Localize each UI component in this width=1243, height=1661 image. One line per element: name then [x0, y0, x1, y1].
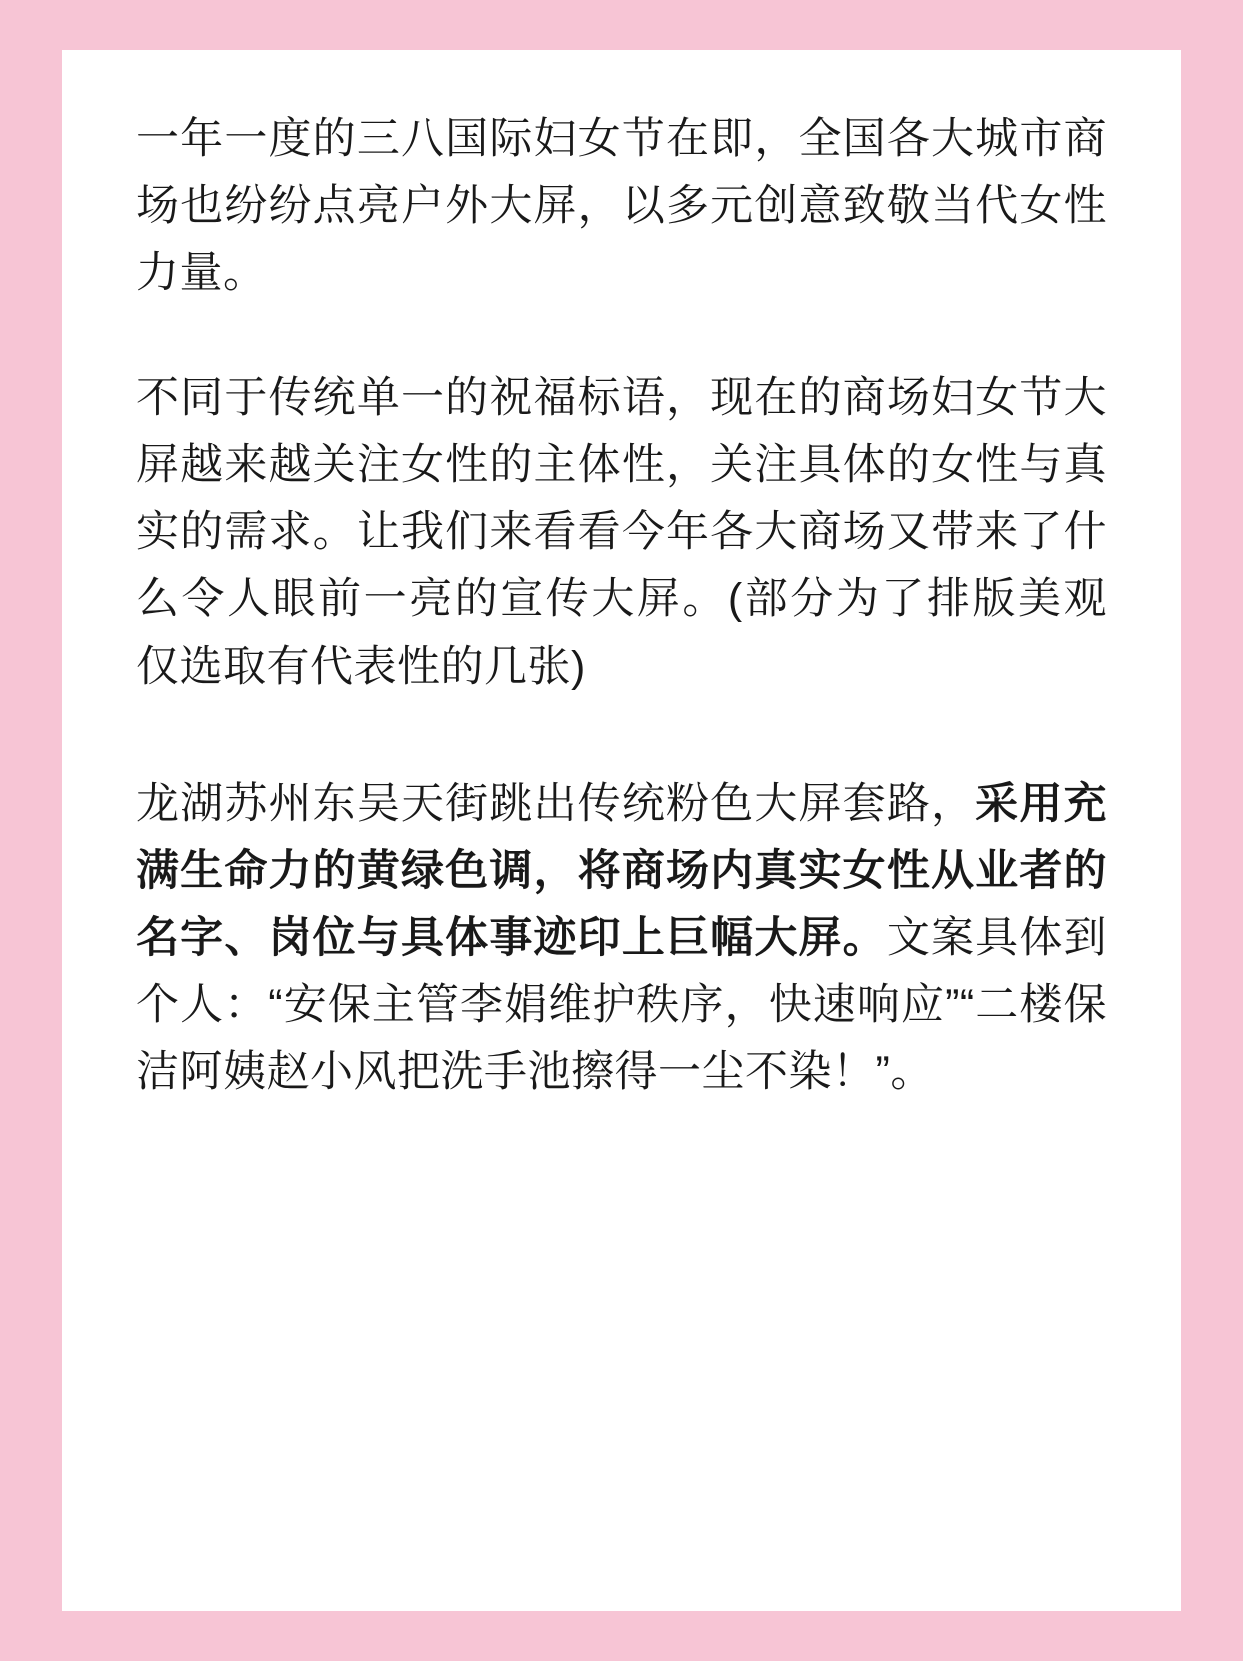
paragraph-intro: [136, 106, 1107, 307]
article-body: [136, 106, 1107, 1106]
paragraph-body-text: 不同于传统单一的祝福标语，现在的商场妇女节大屏越来越关注女性的主体性，关注具体的女性与真实的需求。让我们来看看今年各大商场又带来了什么令人眼前一亮的宣传大屏。(部分为了排版美观仅选取有代表性的几张): [136, 374, 1107, 691]
paragraph-body: [136, 365, 1107, 700]
paragraph-intro-text: 一年一度的三八国际妇女节在即，全国各大城市商场也纷纷点亮户外大屏，以多元创意致敬当代女性力量。: [136, 115, 1107, 298]
case-detail-text: 文案具体到个人：“安保主管李娟维护秩序，快速响应”“二楼保洁阿姨赵小风把洗手池擦得一尘不染！”。: [136, 913, 1108, 1096]
article-card: [62, 50, 1181, 1611]
paragraph-case-longhu: [136, 771, 1107, 1106]
case-highlight-text: 采用充满生命力的黄绿色调，将商场内真实女性从业者的名字、岗位与具体事迹印上巨幅大屏。: [136, 779, 1108, 962]
case-lead-text: 龙湖苏州东吴天街跳出传统粉色大屏套路，: [136, 779, 976, 828]
